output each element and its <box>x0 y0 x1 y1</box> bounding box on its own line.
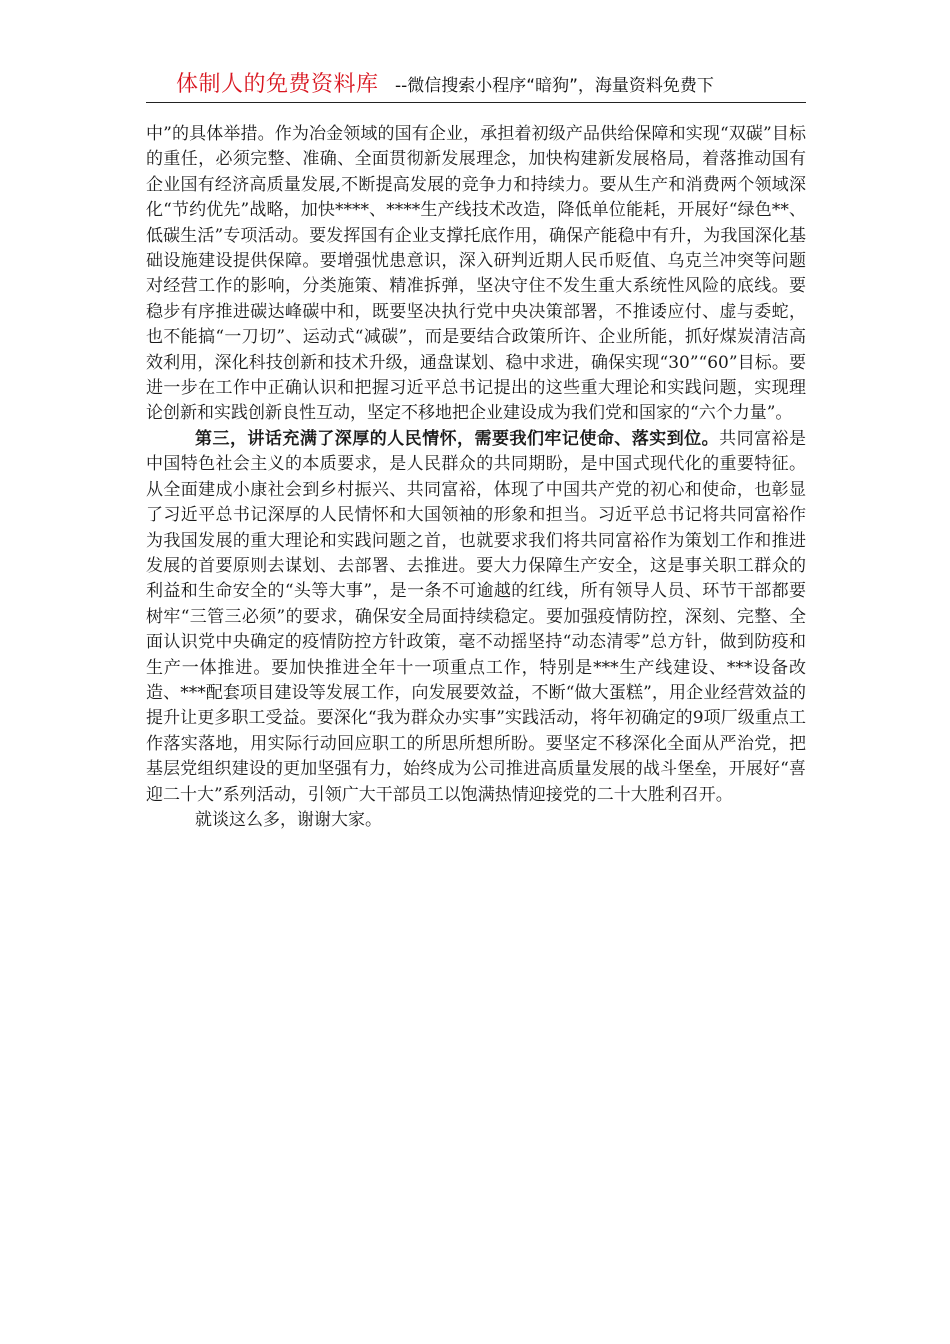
header-tagline: --微信搜索小程序“暗狗”，海量资料免费下 <box>395 76 714 96</box>
paragraph-lead: 第三，讲话充满了深厚的人民情怀，需要我们牢记使命、落实到位。 <box>195 428 720 449</box>
paragraph-continuation: 中”的具体举措。作为冶金领域的国有企业，承担着初级产品供给保障和实现“双碳”目标的重任，必须完整、准确、全面贯彻新发展理念，加快构建新发展格局，着落推动国有企业国有经济高质量发展,不断提高发展的竞争力和持续力。要从生产和消费两个领域深化“节约优先”战略，加快****、****生产线技术改造，降低单位能耗，开展好“绿色**、低碳生活”专项活动。要发挥国有企业支撑托底作用，确保产能稳中有升，为我国深化基础设施建设提供保障。要增强忧患意识，深入研判近期人民币贬值、乌克兰冲突等问题对经营工作的影响，分类施策、精准拆弹，坚决守住不发生重大系统性风险的底线。要稳步有序推进碳达峰碳中和，既要坚决执行党中央决策部署，不推诿应付、虚与委蛇，也不能搞“一刀切”、运动式“减碳”，而是要结合政策所许、企业所能，抓好煤炭清洁高效利用，深化科技创新和技术升级，通盘谋划、稳中求进，确保实现“30”“60”目标。要进一步在工作中正确认识和把握习近平总书记提出的这些重大理论和实践问题，实现理论创新和实践创新良性互动，坚定不移地把企业建设成为我们党和国家的“六个力量”。 <box>146 124 806 424</box>
header-brand: 体制人的免费资料库 <box>176 72 379 97</box>
document-body <box>146 122 806 833</box>
paragraph-closing: 就谈这么多，谢谢大家。 <box>195 809 382 830</box>
paragraph-third-point <box>146 427 806 808</box>
page-header <box>146 70 806 103</box>
paragraph-body: 共同富裕是中国特色社会主义的本质要求，是人民群众的共同期盼，是中国式现代化的重要特征。从全面建成小康社会到乡村振兴、共同富裕，体现了中国共产党的初心和使命，也彰显了习近平总书记深厚的人民情怀和大国领袖的形象和担当。习近平总书记将共同富裕作为我国发展的重大理论和实践问题之首，也就要求我们将共同富裕作为策划工作和推进发展的首要原则去谋划、去部署、去推进。要大力保障生产安全，这是事关职工群众的利益和生命安全的“头等大事”，是一条不可逾越的红线，所有领导人员、环节干部都要树牢“三管三必须”的要求，确保安全局面持续稳定。要加强疫情防控，深刻、完整、全面认识党中央确定的疫情防控方针政策，毫不动摇坚持“动态清零”总方针，做到防疫和生产一体推进。要加快推进全年十一项重点工作，特别是***生产线建设、***设备改造、***配套项目建设等发展工作，向发展要效益，不断“做大蛋糕”，用企业经营效益的提升让更多职工受益。要深化“我为群众办实事”实践活动，将年初确定的9项厂级重点工作落实落地，用实际行动回应职工的所思所想所盼。要坚定不移深化全面从严治党，把基层党组织建设的更加坚强有力，始终成为公司推进高质量发展的战斗堡垒，开展好“喜迎二十大”系列活动，引领广大干部员工以饱满热情迎接党的二十大胜利召开。 <box>146 428 807 805</box>
